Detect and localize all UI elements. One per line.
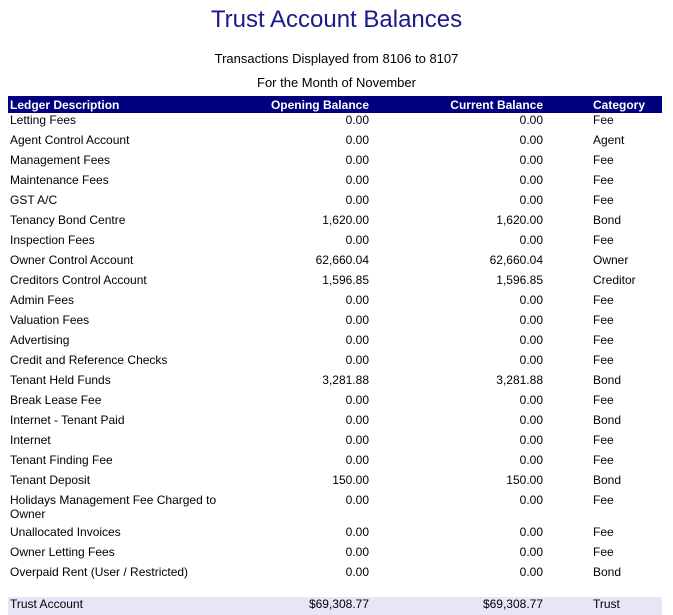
current-balance-cell: 0.00 — [519, 133, 543, 147]
category-cell: Fee — [593, 153, 614, 167]
opening-balance-cell: 0.00 — [345, 565, 369, 579]
current-balance-cell: 150.00 — [506, 473, 543, 487]
table-row — [8, 453, 662, 473]
opening-balance-cell: 0.00 — [345, 193, 369, 207]
table-row — [8, 273, 662, 293]
current-balance-cell: 0.00 — [519, 313, 543, 327]
opening-balance-cell: 0.00 — [345, 173, 369, 187]
total-row — [8, 597, 662, 615]
table-row — [8, 113, 662, 133]
ledger-description-cell: Tenant Deposit — [10, 473, 91, 487]
category-cell: Fee — [593, 173, 614, 187]
ledger-description-cell: Internet - Tenant Paid — [10, 413, 125, 427]
opening-balance-cell: 0.00 — [345, 393, 369, 407]
ledger-description-cell: Owner Control Account — [10, 253, 134, 267]
category-cell: Owner — [593, 253, 629, 267]
table-row — [8, 293, 662, 313]
table-row — [8, 565, 662, 597]
balances-table — [8, 96, 662, 615]
opening-balance-cell: 1,620.00 — [322, 213, 369, 227]
category-cell: Fee — [593, 333, 614, 347]
current-balance-cell: 0.00 — [519, 433, 543, 447]
opening-balance-cell: 0.00 — [345, 113, 369, 127]
opening-balance-cell: 0.00 — [345, 133, 369, 147]
ledger-description-cell: Advertising — [10, 333, 70, 347]
table-header-row — [8, 96, 662, 113]
ledger-description-cell: Maintenance Fees — [10, 173, 109, 187]
category-cell: Bond — [593, 473, 622, 487]
category-cell: Fee — [593, 193, 614, 207]
table-row — [8, 545, 662, 565]
category-cell: Bond — [593, 413, 622, 427]
table-row — [8, 213, 662, 233]
table-row — [8, 253, 662, 273]
ledger-description-cell: Tenant Held Funds — [10, 373, 111, 387]
current-balance-cell: 1,596.85 — [496, 273, 543, 287]
ledger-description-cell: Inspection Fees — [10, 233, 95, 247]
opening-balance-cell: 150.00 — [332, 473, 369, 487]
current-balance-cell: 0.00 — [519, 413, 543, 427]
current-balance-cell: 0.00 — [519, 193, 543, 207]
ledger-description-cell: Unallocated Invoices — [10, 525, 121, 539]
table-row — [8, 493, 662, 525]
opening-balance-cell: 3,281.88 — [322, 373, 369, 387]
ledger-description-cell: Management Fees — [10, 153, 111, 167]
table-row — [8, 433, 662, 453]
table-row — [8, 393, 662, 413]
report-title: Trust Account Balances — [210, 6, 463, 33]
opening-balance-cell: 0.00 — [345, 413, 369, 427]
current-balance-cell: 0.00 — [519, 173, 543, 187]
ledger-description-cell: Tenant Finding Fee — [10, 453, 113, 467]
ledger-description-cell: Valuation Fees — [10, 313, 90, 327]
category-cell: Fee — [593, 453, 614, 467]
table-row — [8, 353, 662, 373]
current-balance-cell: 0.00 — [519, 525, 543, 539]
opening-balance-cell: 0.00 — [345, 433, 369, 447]
opening-balance-cell: 1,596.85 — [322, 273, 369, 287]
opening-balance-cell: 0.00 — [345, 525, 369, 539]
category-cell: Fee — [593, 525, 614, 539]
header-opening-balance: Opening Balance — [252, 96, 371, 113]
report-month: For the Month of November — [257, 75, 416, 90]
category-cell: Fee — [593, 545, 614, 559]
header-ledger-description: Ledger Description — [8, 96, 252, 113]
category-cell: Fee — [593, 293, 614, 307]
current-balance-cell: 0.00 — [519, 393, 543, 407]
opening-balance-cell: 0.00 — [345, 453, 369, 467]
current-balance-cell: 0.00 — [519, 333, 543, 347]
category-cell: Fee — [593, 313, 614, 327]
ledger-description-cell: Owner Letting Fees — [10, 545, 115, 559]
table-row — [8, 153, 662, 173]
current-balance-cell: 0.00 — [519, 233, 543, 247]
table-row — [8, 333, 662, 353]
category-cell: Bond — [593, 373, 622, 387]
current-balance-cell: 3,281.88 — [496, 373, 543, 387]
table-row — [8, 173, 662, 193]
ledger-description-cell: Credit and Reference Checks — [10, 353, 168, 367]
current-balance-cell: 0.00 — [519, 565, 543, 579]
current-balance-cell: $69,308.77 — [371, 597, 545, 615]
ledger-description-cell: Holidays Management Fee Charged to Owner — [10, 493, 217, 521]
opening-balance-cell: 0.00 — [345, 493, 369, 507]
table-row — [8, 193, 662, 213]
ledger-description-cell: Break Lease Fee — [10, 393, 102, 407]
table-row — [8, 413, 662, 433]
category-cell: Bond — [593, 565, 622, 579]
current-balance-cell: 0.00 — [519, 293, 543, 307]
opening-balance-cell: 0.00 — [345, 293, 369, 307]
current-balance-cell: 0.00 — [519, 353, 543, 367]
ledger-description-cell: GST A/C — [10, 193, 58, 207]
table-row — [8, 525, 662, 545]
ledger-description-cell: Admin Fees — [10, 293, 75, 307]
category-cell: Fee — [593, 393, 614, 407]
category-cell: Bond — [593, 213, 622, 227]
ledger-description-cell: Letting Fees — [10, 113, 77, 127]
current-balance-cell: 0.00 — [519, 113, 543, 127]
opening-balance-cell: 0.00 — [345, 353, 369, 367]
current-balance-cell: 0.00 — [519, 545, 543, 559]
opening-balance-cell: 0.00 — [345, 545, 369, 559]
ledger-description-cell: Internet — [10, 433, 51, 447]
category-cell: Fee — [593, 233, 614, 247]
report-range: Transactions Displayed from 8106 to 8107 — [214, 51, 459, 66]
ledger-description-cell: Creditors Control Account — [10, 273, 147, 287]
category-cell: Fee — [593, 353, 614, 367]
category-cell: Trust — [545, 597, 662, 615]
opening-balance-cell: 0.00 — [345, 313, 369, 327]
current-balance-cell: 62,660.04 — [489, 253, 543, 267]
category-cell: Creditor — [593, 273, 636, 287]
category-cell: Fee — [593, 113, 614, 127]
ledger-description-cell: Trust Account — [8, 597, 252, 615]
table-row — [8, 313, 662, 333]
table-row — [8, 133, 662, 153]
table-row — [8, 233, 662, 253]
table-row — [8, 373, 662, 393]
current-balance-cell: 0.00 — [519, 493, 543, 507]
current-balance-cell: 0.00 — [519, 453, 543, 467]
ledger-description-cell: Agent Control Account — [10, 133, 130, 147]
current-balance-cell: 0.00 — [519, 153, 543, 167]
category-cell: Fee — [593, 433, 614, 447]
category-cell: Agent — [593, 133, 625, 147]
ledger-description-cell: Tenancy Bond Centre — [10, 213, 126, 227]
opening-balance-cell: 0.00 — [345, 233, 369, 247]
header-category: Category — [545, 96, 662, 113]
table-row — [8, 473, 662, 493]
opening-balance-cell: 0.00 — [345, 153, 369, 167]
opening-balance-cell: 62,660.04 — [315, 253, 369, 267]
header-current-balance: Current Balance — [371, 96, 545, 113]
opening-balance-cell: 0.00 — [345, 333, 369, 347]
current-balance-cell: 1,620.00 — [496, 213, 543, 227]
opening-balance-cell: $69,308.77 — [252, 597, 371, 615]
category-cell: Fee — [593, 493, 614, 507]
ledger-description-cell: Overpaid Rent (User / Restricted) — [10, 565, 189, 579]
